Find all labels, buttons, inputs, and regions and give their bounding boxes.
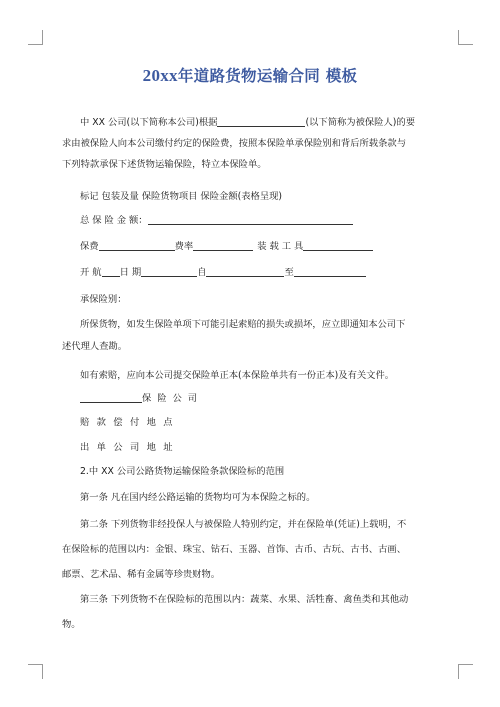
section-2-heading: 2.中 XX 公司公路货物运输保险条款保险标的范围 [80, 466, 285, 477]
to-blank [294, 266, 366, 277]
paragraph-1-line-2: 求由被保险人向本公司缴付约定的保险费，按照本保险单承保险别和背后所载条款与 [62, 138, 406, 149]
date-blank [141, 266, 197, 277]
rate-label: 费率 [174, 241, 194, 252]
from-label: 自 [197, 267, 207, 278]
premium-blank [99, 240, 175, 251]
title-year: 20xx [142, 66, 178, 85]
paragraph-2-line-1: 所保货物，如发生保险单项下可能引起索赔的损失或损坏，应立即通知本公司下 [80, 319, 406, 330]
date-label: 日 期 [119, 267, 142, 278]
crop-mark-top-left [28, 30, 43, 45]
sailing-blank [102, 266, 120, 277]
total-amount-label: 总 保 险 金 额： [80, 215, 148, 226]
total-amount-row [80, 214, 353, 228]
total-amount-blank [148, 214, 353, 225]
issuer-address-label: 出 单 公 司 地 址 [80, 442, 175, 453]
insurer-label: 保 险 公 司 [142, 393, 199, 404]
insured-name-blank [217, 116, 305, 127]
article-2-line-1: 第二条 下列货物非经投保人与被保险人特别约定，并在保险单(凭证)上载明，不 [80, 519, 407, 530]
conveyance-label: 装 载 工 具 [257, 241, 304, 252]
crop-mark-bottom-left [28, 664, 43, 679]
article-2-line-2: 在保险标的范围以内：金银、珠宝、钻石、玉器、首饰、古币、古玩、古书、古画、 [62, 544, 406, 555]
paragraph-1-line-3: 下列特款承保下述货物运输保险，特立本保险单。 [62, 159, 267, 170]
crop-mark-bottom-right [458, 664, 473, 679]
rate-blank [193, 240, 253, 251]
article-2-line-3: 邮票、艺术品、稀有金属等珍贵财物。 [62, 569, 221, 580]
p1-text-b: (以下简称为被保险人)的要 [305, 117, 415, 128]
article-3-line-1: 第三条 下列货物不在保险标的范围以内：蔬菜、水果、活牲畜、禽鱼类和其他动 [80, 594, 409, 605]
insurer-blank [80, 392, 142, 403]
premium-row [80, 240, 373, 254]
title-text: 年道路货物运输合同 模板 [177, 66, 358, 85]
p1-text-a: 中 XX 公司(以下简称本公司)根据 [80, 117, 218, 128]
article-1: 第一条 凡在国内经公路运输的货物均可为本保险之标的。 [80, 492, 316, 503]
insurer-row [80, 392, 199, 406]
table-note: 标记 包装及量 保险货物项目 保险金额(表格呈现) [80, 191, 283, 202]
sailing-label: 开 航 [80, 267, 102, 278]
to-label: 至 [284, 267, 294, 278]
premium-label: 保费 [80, 241, 99, 252]
paragraph-1-line-1 [80, 116, 415, 130]
coverage-label: 承保险别： [80, 294, 127, 305]
from-blank [206, 266, 284, 277]
paragraph-2-line-2: 述代理人查勘。 [62, 341, 128, 352]
paragraph-3: 如有索赔，应向本公司提交保险单正本(本保险单共有一份正本)及有关文件。 [80, 370, 395, 381]
claims-place-label: 赔 款 偿 付 地 点 [80, 417, 175, 428]
article-3-line-2: 物。 [62, 619, 81, 630]
crop-mark-top-right [458, 30, 473, 45]
sailing-row [80, 266, 366, 280]
document-title [0, 64, 500, 86]
conveyance-blank [303, 240, 373, 251]
